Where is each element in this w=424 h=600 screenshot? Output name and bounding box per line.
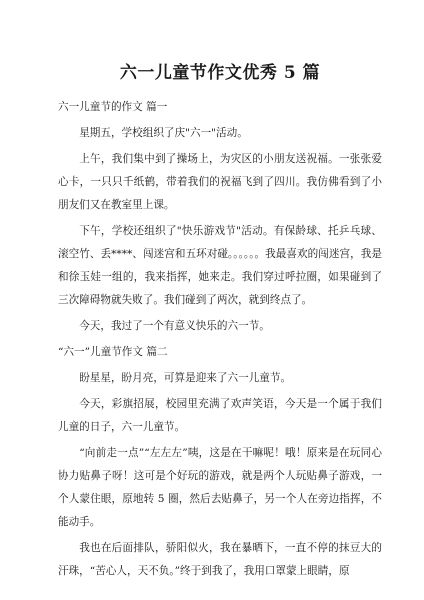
section-heading: 六一儿童节的作文 篇一 <box>58 101 168 113</box>
section-heading: “六一”儿童节作文 篇二 <box>58 346 168 358</box>
document-title: 六一儿童节作文优秀 5 篇 <box>119 63 321 83</box>
paragraph: 下午，学校还组织了"快乐游戏节"活动。有保龄球、托乒乓球、滚空竹、丢****、闯迷宫和五环对碰。。。。。。我最喜欢的闯迷宫，我是和徐玉娃一组的，我来指挥，她来走。我们穿过呼拉圈，如果碰到了三次障碍物就失败了。我们碰到了两次，就到终点了。 <box>58 225 382 306</box>
paragraph: 今天，彩旗招展，校园里充满了欢声笑语，今天是一个属于我们儿童的日子，六一儿童节。 <box>58 398 382 433</box>
document-body <box>58 96 382 583</box>
paragraph: 星期五，学校组织了庆"六一"活动。 <box>79 127 248 139</box>
paragraph: 上午，我们集中到了操场上，为灾区的小朋友送祝福。一张张爱心卡，一只只千纸鹤，带着我们的祝福飞到了四川。我仿佛看到了小朋友们又在教室里上课。 <box>58 153 382 211</box>
paragraph: 今天，我过了一个有意义快乐的六一节。 <box>79 320 270 332</box>
paragraph: “向前走一点”“左左左”咦，这是在干嘛呢！哦！原来是在玩同心协力贴鼻子呀！这可是个好玩的游戏，就是两个人玩贴鼻子游戏，一个人蒙住眼，原地转 5 圈，然后去贴鼻子，另一个人在旁边指挥，不能动手。 <box>58 447 382 528</box>
paragraph: 盼星星，盼月亮，可算是迎来了六一儿童节。 <box>79 372 292 384</box>
paragraph: 我也在后面排队，骄阳似火，我在暴晒下，一直不停的抹豆大的汗珠，“苦心人，天不负。”终于到我了，我用口罩蒙上眼睛，原 <box>58 542 382 577</box>
